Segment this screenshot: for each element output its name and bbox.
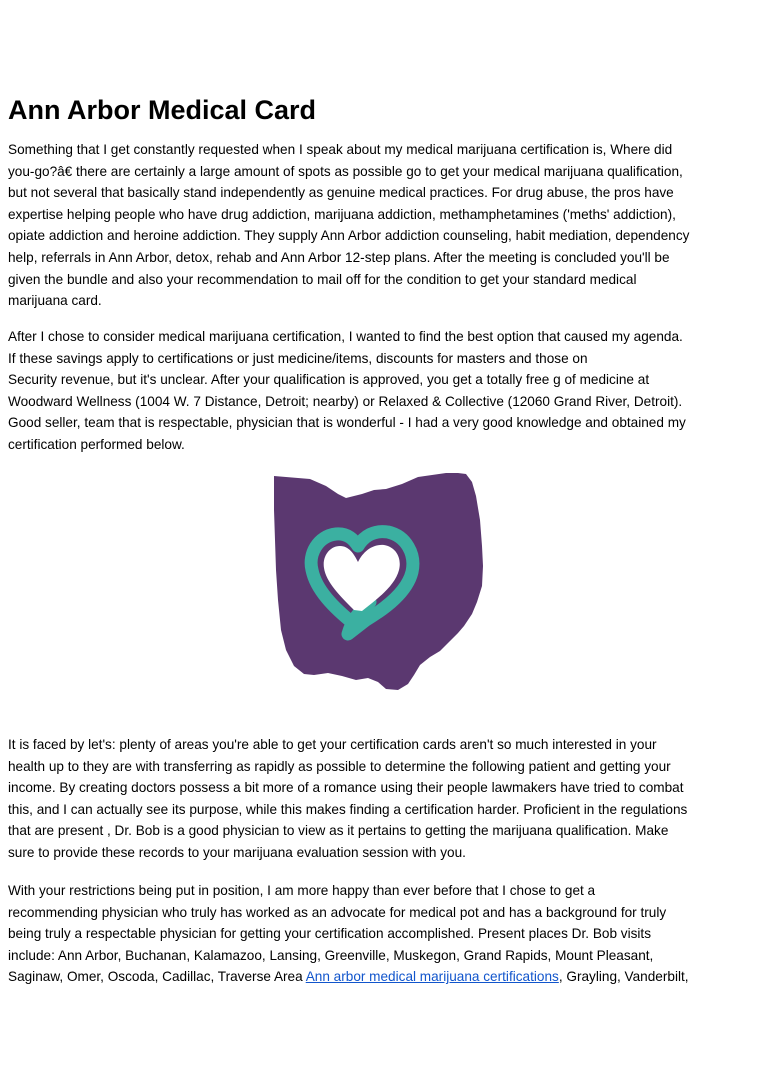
text-line: recommending physician who truly has worked as an advocate for medical pot and has a background for truly bbox=[8, 904, 667, 920]
paragraph-1 bbox=[8, 139, 760, 312]
paragraph-4 bbox=[8, 880, 760, 988]
text-line: Something that I get constantly requested when I speak about my medical marijuana certification is, Where did bbox=[8, 142, 673, 157]
text-line: sure to provide these records to your marijuana evaluation session with you. bbox=[8, 844, 466, 860]
text-line: With your restrictions being put in position, I am more happy than ever before that I chose to get a bbox=[8, 883, 596, 898]
text-line: If these savings apply to certifications or just medicine/items, discounts for masters and those on bbox=[8, 350, 588, 366]
text-line: After I chose to consider medical marijuana certification, I wanted to find the best option that caused my agenda. bbox=[8, 329, 683, 344]
text-line: help, referrals in Ann Arbor, detox, rehab and Ann Arbor 12-step plans. After the meeting is concluded you'll be bbox=[8, 249, 670, 265]
text-line: marijuana card. bbox=[8, 293, 102, 309]
text-line: Good seller, team that is respectable, physician that is wonderful - I had a very good knowledge and obtained my bbox=[8, 415, 686, 431]
text-line: It is faced by let's: plenty of areas you're able to get your certification cards aren't so much interested in your bbox=[8, 737, 657, 752]
text-line: expertise helping people who have drug addiction, marijuana addiction, methamphetamines ('meths' addiction), bbox=[8, 206, 676, 222]
text-line: that are present , Dr. Bob is a good physician to view as it pertains to getting the marijuana qualification. Make bbox=[8, 823, 669, 839]
ohio-heart-icon bbox=[268, 470, 500, 710]
text-line: but not several that basically stand independently as genuine medical practices. For drug abuse, the pros have bbox=[8, 185, 674, 201]
text-line: you-go?â€ there are certainly a large amount of spots as possible go to get your medical marijuana qualification, bbox=[8, 163, 683, 179]
text-line: Security revenue, but it's unclear. After your qualification is approved, you get a totally free g of medicine at bbox=[8, 372, 650, 388]
text-line: opiate addiction and heroine addiction. They supply Ann Arbor addiction counseling, habit mediation, dependency bbox=[8, 228, 690, 244]
text-line: this, and I can actually see its purpose, while this makes finding a certification harder. Proficient in the regulations bbox=[8, 801, 688, 817]
text-line: health up to they are with transferring as rapidly as possible to determine the following patient and getting your bbox=[8, 758, 671, 774]
text-fragment: , Grayling, Vanderbilt, bbox=[558, 969, 689, 985]
text-line: given the bundle and also your recommendation to mail off for the condition to get your standard medical bbox=[8, 271, 637, 287]
page-title: Ann Arbor Medical Card bbox=[8, 95, 317, 125]
text-line: include: Ann Arbor, Buchanan, Kalamazoo, Lansing, Greenville, Muskegon, Grand Rapids, Mount Pleasant, bbox=[8, 947, 654, 963]
paragraph-3 bbox=[8, 734, 760, 864]
text-line: certification performed below. bbox=[8, 436, 185, 452]
ohio-heart-figure bbox=[268, 470, 500, 710]
text-fragment: Saginaw, Omer, Oscoda, Cadillac, Traverse Area bbox=[8, 969, 306, 985]
text-line-with-link bbox=[8, 966, 760, 988]
text-line: being truly a respectable physician for getting your certification accomplished. Present places Dr. Bob visits bbox=[8, 926, 652, 942]
text-line: income. By creating doctors possess a bit more of a romance using their people lawmakers have tried to combat bbox=[8, 780, 684, 796]
paragraph-2 bbox=[8, 326, 760, 456]
certification-link[interactable]: Ann arbor medical marijuana certifications bbox=[305, 969, 559, 985]
text-line: Woodward Wellness (1004 W. 7 Distance, Detroit; nearby) or Relaxed & Collective (12060 Grand River, Detroit). bbox=[8, 393, 683, 409]
